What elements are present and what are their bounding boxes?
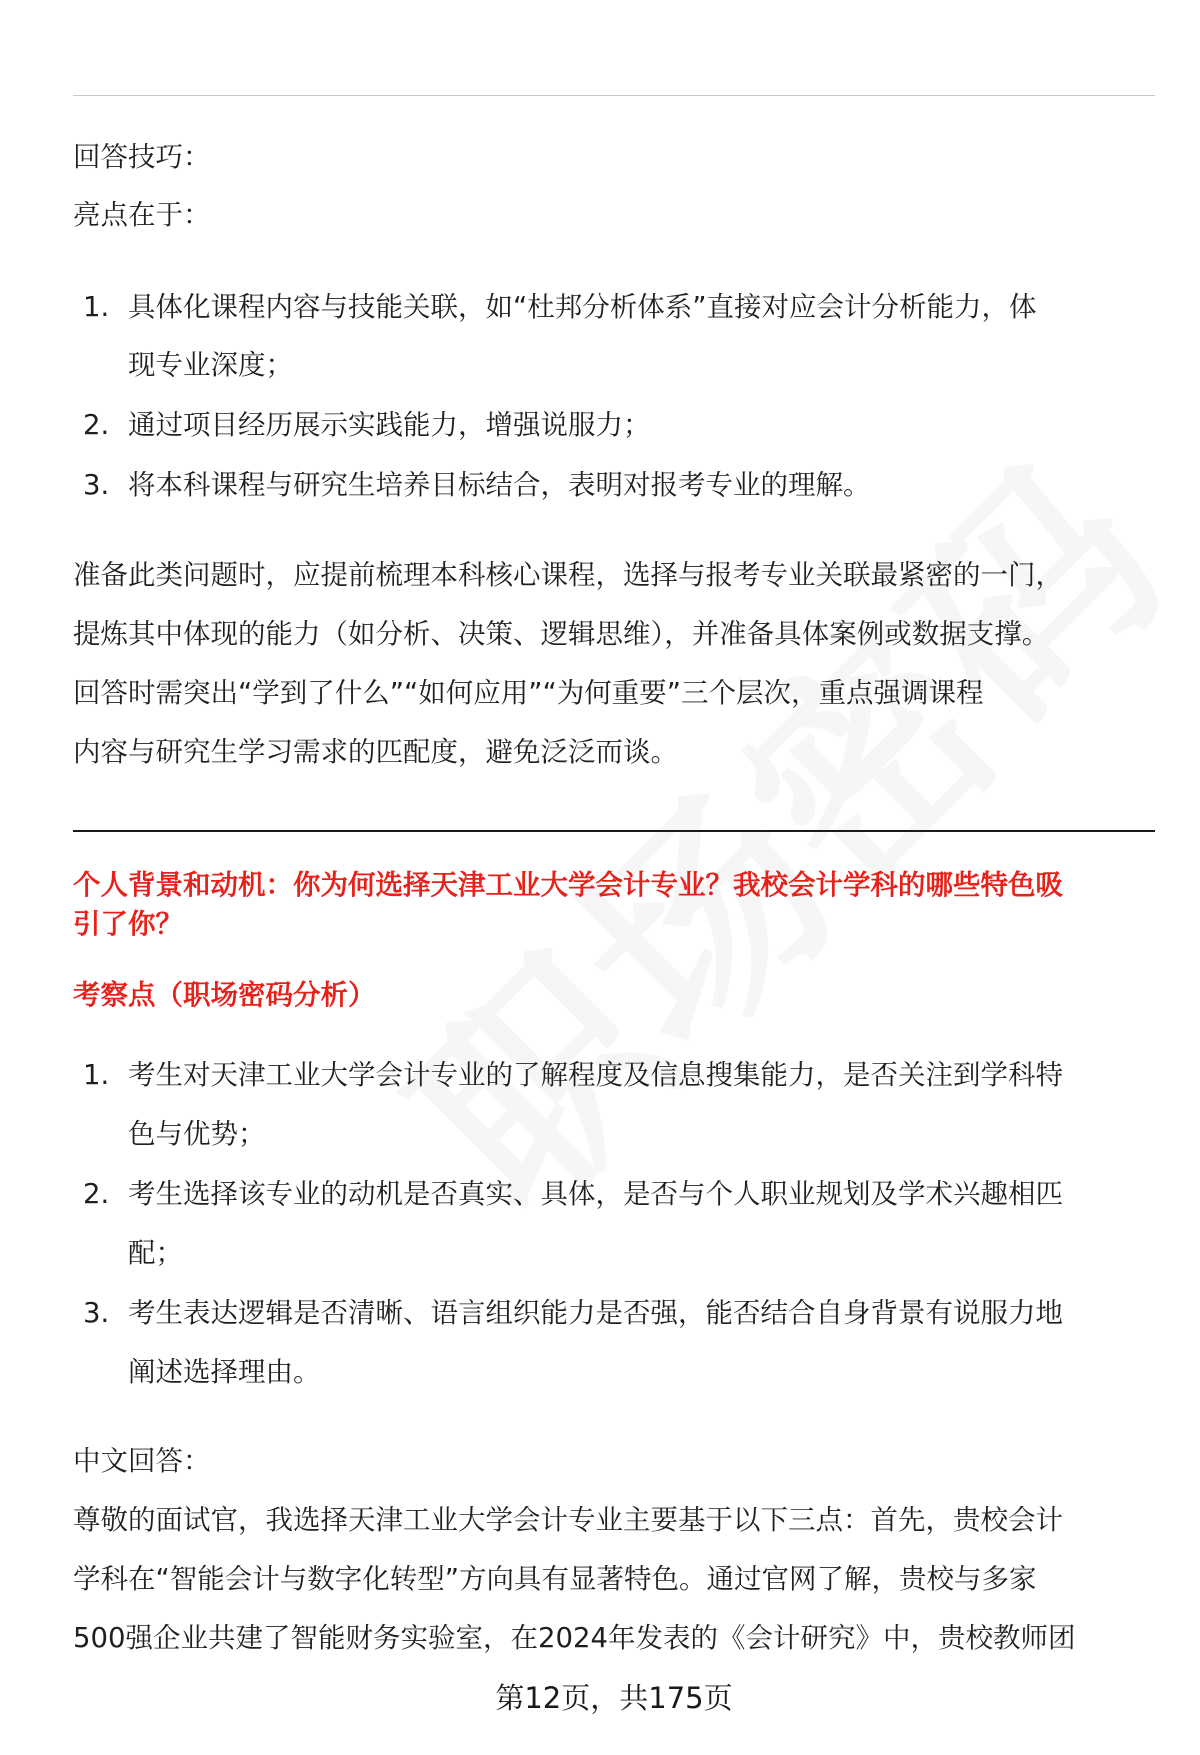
list-text: 通过项目经历展示实践能力，增强说服力； bbox=[128, 409, 651, 441]
paragraph-line: 内容与研究生学习需求的匹配度，避免泛泛而谈。 bbox=[73, 736, 678, 768]
list-number: 2. bbox=[83, 409, 110, 441]
examination-points-heading: 考察点（职场密码分析） bbox=[73, 979, 376, 1011]
section-divider bbox=[73, 830, 1155, 832]
list-number: 3. bbox=[83, 469, 110, 501]
paragraph-line: 提炼其中体现的能力（如分析、决策、逻辑思维），并准备具体案例或数据支撑。 bbox=[73, 618, 1050, 650]
question-line: 引了你？ bbox=[73, 908, 183, 940]
watermark bbox=[359, 426, 1200, 1275]
list-text: 现专业深度； bbox=[128, 349, 293, 381]
answer-heading: 中文回答： bbox=[73, 1445, 211, 1477]
top-divider bbox=[73, 95, 1155, 96]
paragraph-line: 学科在“智能会计与数字化转型”方向具有显著特色。通过官网了解，贵校与多家 bbox=[73, 1563, 1037, 1595]
paragraph-line: 尊敬的面试官，我选择天津工业大学会计专业主要基于以下三点：首先，贵校会计 bbox=[73, 1504, 1063, 1536]
list-text: 配； bbox=[128, 1237, 183, 1269]
document-page bbox=[73, 0, 1155, 1755]
list-text: 阐述选择理由。 bbox=[128, 1356, 321, 1388]
list-number: 1. bbox=[83, 291, 110, 323]
list-number: 1. bbox=[83, 1059, 110, 1091]
heading-highlights: 亮点在于： bbox=[73, 199, 211, 231]
heading-answer-tips: 回答技巧： bbox=[73, 141, 211, 173]
list-text: 考生对天津工业大学会计专业的了解程度及信息搜集能力，是否关注到学科特 bbox=[128, 1059, 1063, 1091]
list-text: 具体化课程内容与技能关联，如“杜邦分析体系”直接对应会计分析能力，体 bbox=[128, 291, 1037, 323]
list-number: 2. bbox=[83, 1178, 110, 1210]
paragraph-line: 回答时需突出“学到了什么”“如何应用”“为何重要”三个层次，重点强调课程 bbox=[73, 677, 984, 709]
list-number: 3. bbox=[83, 1297, 110, 1329]
page-number-footer: 第12页，共175页 bbox=[495, 1681, 733, 1715]
list-text: 考生选择该专业的动机是否真实、具体，是否与个人职业规划及学术兴趣相匹 bbox=[128, 1178, 1063, 1210]
list-text: 将本科课程与研究生培养目标结合，表明对报考专业的理解。 bbox=[128, 469, 871, 501]
paragraph-line: 500强企业共建了智能财务实验室，在2024年发表的《会计研究》中，贵校教师团 bbox=[73, 1622, 1076, 1654]
paragraph-line: 准备此类问题时，应提前梳理本科核心课程，选择与报考专业关联最紧密的一门， bbox=[73, 559, 1063, 591]
list-text: 考生表达逻辑是否清晰、语言组织能力是否强，能否结合自身背景有说服力地 bbox=[128, 1297, 1063, 1329]
question-line: 个人背景和动机：你为何选择天津工业大学会计专业？我校会计学科的哪些特色吸 bbox=[73, 869, 1063, 901]
list-text: 色与优势； bbox=[128, 1118, 266, 1150]
